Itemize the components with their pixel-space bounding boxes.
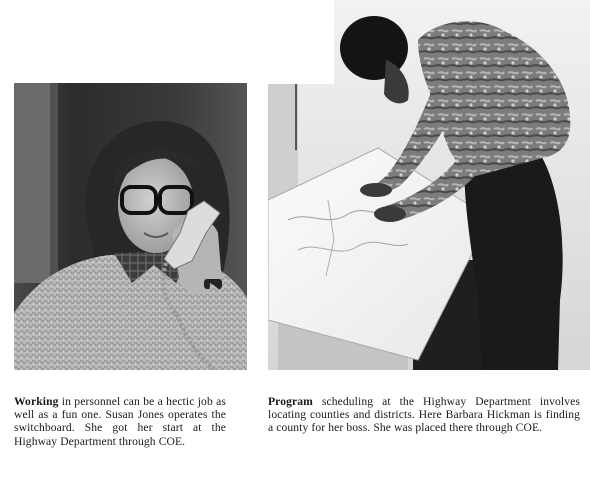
caption-right-lead: Program [268, 395, 313, 408]
woman-on-telephone-illustration [14, 83, 247, 370]
caption-right-text: scheduling at the Highway Department involves locating counties and districts. Here Barbara Hickman is finding a county for her boss. She was placed there through COE. [268, 395, 580, 435]
caption-left-lead: Working [14, 395, 59, 408]
woman-at-drafting-table-illustration [268, 0, 590, 370]
caption-right [268, 395, 580, 435]
photo-woman-at-drafting-table [268, 0, 590, 370]
caption-left [14, 395, 226, 448]
caption-left-text: in personnel can be a hectic job as well as a fun one. Susan Jones operates the switchboard. She got her start at the Highway Department through COE. [14, 395, 226, 448]
photo-woman-on-telephone [14, 83, 247, 370]
